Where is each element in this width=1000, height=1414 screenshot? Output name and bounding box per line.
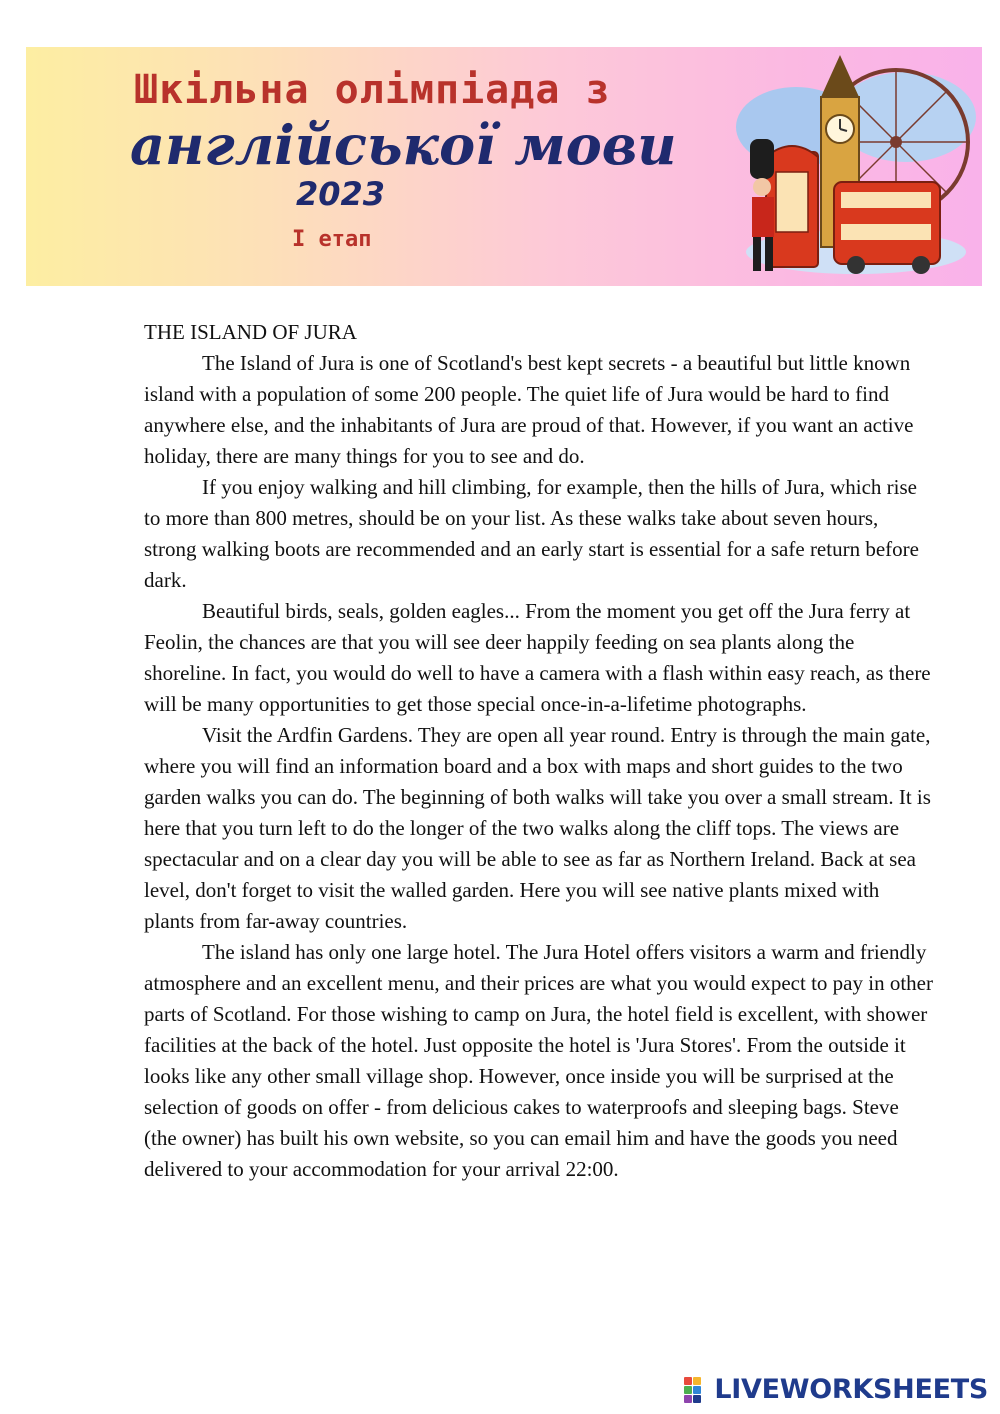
logo-text: LIVEWORKSHEETS	[714, 1374, 988, 1405]
article-paragraph: If you enjoy walking and hill climbing, for example, then the hills of Jura, which rise to more than 800 metres, should be on your list. As these walks take about seven hours, strong walking boots are recommended and an early start is essential for a safe return before dark.	[144, 475, 919, 592]
banner-title-line1: Шкільна олімпіада з	[134, 67, 611, 113]
banner-title-line2: англійської мови	[130, 113, 677, 177]
article-paragraph: The Island of Jura is one of Scotland's best kept secrets - a beautiful but little known island with a population of some 200 people. The quiet life of Jura would be hard to find anywhere else, and the inhabitants of Jura are proud of that. However, if you want an active holiday, there are many things for you to see and do.	[144, 351, 914, 468]
article-paragraph: Beautiful birds, seals, golden eagles... From the moment you get off the Jura ferry at Feolin, the chances are that you will see deer happily feeding on sea plants along the shoreline. In fact, you would do well to have a camera with a flash within easy reach, as there will be many opportunities to get those special once-in-a-lifetime photographs.	[144, 599, 931, 716]
banner-stage: I етап	[292, 227, 372, 252]
double-decker-bus-icon	[834, 182, 940, 274]
liveworksheets-logo-icon	[684, 1377, 710, 1403]
article	[144, 317, 934, 1185]
olympiad-banner	[26, 47, 982, 286]
article-heading: THE ISLAND OF JURA	[144, 320, 357, 344]
london-illustration	[726, 47, 982, 286]
banner-year: 2023	[296, 175, 386, 213]
article-paragraph: Visit the Ardfin Gardens. They are open all year round. Entry is through the main gate, where you will find an information board and a box with maps and short guides to the two garden walks you can do. The beginning of both walks will take you over a small stream. It is here that you turn left to do the longer of the two walks along the cliff tops. The views are spectacular and on a clear day you will be able to see as far as Northern Ireland. Back at sea level, don't forget to visit the walled garden. Here you will see native plants mixed with plants from far-away countries.	[144, 723, 931, 933]
liveworksheets-logo[interactable]	[684, 1374, 988, 1405]
article-paragraph: The island has only one large hotel. The Jura Hotel offers visitors a warm and friendly atmosphere and an excellent menu, and their prices are what you would expect to pay in other parts of Scotland. For those wishing to camp on Jura, the hotel field is excellent, with shower facilities at the back of the hotel. Just opposite the hotel is 'Jura Stores'. From the outside it looks like any other small village shop. However, once inside you will be surprised at the selection of goods on offer - from delicious cakes to waterproofs and sleeping bags. Steve (the owner) has built his own website, so you can email him and have the goods you need delivered to your accommodation for your arrival 22:00.	[144, 940, 933, 1181]
